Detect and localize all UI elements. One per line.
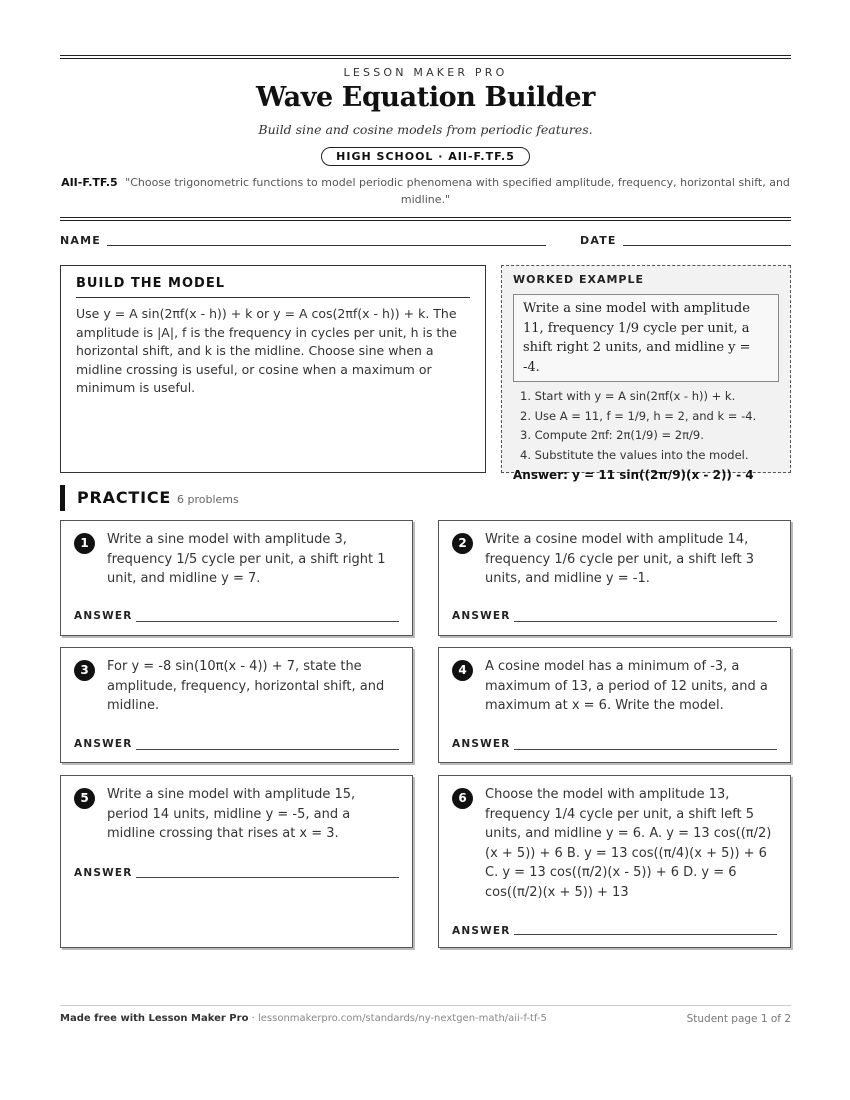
answer-label: ANSWER — [452, 925, 511, 937]
worked-example-answer: Answer: y = 11 sin((2π/9)(x - 2)) - 4 — [513, 468, 754, 482]
name-label: NAME — [60, 234, 101, 247]
problem-card-1 — [60, 520, 413, 636]
worked-example-problem: Write a sine model with amplitude 11, frequency 1/9 cycle per unit, a shift right 2 units, and midline y = -4. — [513, 294, 779, 382]
footer-url[interactable]: · lessonmakerpro.com/standards/ny-nextgen-math/aii-f-tf-5 — [248, 1013, 547, 1024]
level-pill-wrap — [60, 145, 791, 166]
problem-number: 5 — [74, 788, 95, 809]
date-label: DATE — [580, 234, 617, 247]
page-subtitle: Build sine and cosine models from periodic features. — [258, 122, 593, 137]
standard-text: "Choose trigonometric functions to model periodic phenomena with specified amplitude, frequency, horizontal shift, and midline." — [125, 176, 790, 206]
page-title: Wave Equation Builder — [256, 82, 595, 113]
problem-card-5 — [60, 775, 413, 948]
worked-example-heading: WORKED EXAMPLE — [513, 273, 644, 286]
worksheet-page — [60, 0, 791, 1100]
worked-example-step: 4. Substitute the values into the model. — [520, 447, 749, 462]
problem-card-6 — [438, 775, 791, 948]
answer-field[interactable] — [136, 749, 399, 750]
practice-accent-bar — [60, 485, 65, 511]
answer-label: ANSWER — [452, 610, 511, 622]
answer-label: ANSWER — [74, 610, 133, 622]
worked-example-step: 2. Use A = 11, f = 1/9, h = 2, and k = -4. — [520, 408, 757, 423]
brand-name: LESSON MAKER PRO — [343, 66, 508, 79]
problem-card-2 — [438, 520, 791, 636]
name-field[interactable] — [107, 245, 546, 246]
problem-card-4 — [438, 647, 791, 763]
problem-number: 4 — [452, 660, 473, 681]
worked-example-step: 1. Start with y = A sin(2πf(x - h)) + k. — [520, 389, 736, 403]
answer-label: ANSWER — [452, 738, 511, 750]
worked-example-step: 3. Compute 2πf: 2π(1/9) = 2π/9. — [520, 428, 704, 442]
problem-text: Write a sine model with amplitude 15, period 14 units, midline y = -5, and a midline crossing that rises at x = 3. — [107, 787, 356, 841]
answer-field[interactable] — [136, 621, 399, 622]
top-double-rule — [60, 55, 791, 59]
footer-credit — [60, 1013, 547, 1024]
problem-text: A cosine model has a minimum of -3, a maximum of 13, a period of 12 units, and a maximum at x = 6. Write the model. — [485, 659, 768, 713]
build-model-box — [60, 265, 486, 473]
practice-count: 6 problems — [177, 493, 239, 506]
footer-rule — [60, 1005, 791, 1006]
practice-heading: PRACTICE — [77, 488, 172, 507]
answer-field[interactable] — [514, 934, 777, 935]
footer-page-number: Student page 1 of 2 — [686, 1013, 791, 1025]
standard-code: AII-F.TF.5 — [61, 176, 118, 189]
problem-number: 2 — [452, 533, 473, 554]
answer-label: ANSWER — [74, 738, 133, 750]
problem-number: 6 — [452, 788, 473, 809]
build-model-text: Use y = A sin(2πf(x - h)) + k or y = A cos(2πf(x - h)) + k. The amplitude is |A|, f is the frequency in cycles per unit, h is the horizontal shift, and k is the midline. Choose sine when a midline crossing is useful, or cosine when a maximum or minimum is useful. — [76, 306, 457, 395]
answer-field[interactable] — [514, 749, 777, 750]
problem-number: 3 — [74, 660, 95, 681]
build-model-heading: BUILD THE MODEL — [76, 276, 470, 298]
answer-field[interactable] — [136, 877, 399, 878]
level-badge: HIGH SCHOOL · AII-F.TF.5 — [321, 147, 530, 166]
date-field[interactable] — [623, 245, 791, 246]
problem-card-3 — [60, 647, 413, 763]
worked-example-steps — [513, 387, 779, 465]
footer-made-with: Made free with Lesson Maker Pro — [60, 1013, 249, 1024]
standard-statement — [60, 174, 791, 208]
answer-label: ANSWER — [74, 867, 133, 879]
answer-field[interactable] — [514, 621, 777, 622]
problem-text: Choose the model with amplitude 13, frequency 1/4 cycle per unit, a shift left 5 units, and midline y = 6. A. y = 13 cos((π/2)(x + 5)) + 6 B. y = 13 cos((π/4)(x + 5)) + 6 C. y = 13 cos((π/2)(x - 5)) + 6 D. y = 6 cos((π/2)(x + 5)) + 13 — [485, 787, 772, 900]
problem-number: 1 — [74, 533, 95, 554]
problem-text: Write a cosine model with amplitude 14, frequency 1/6 cycle per unit, a shift left 3 units, and midline y = -1. — [485, 532, 755, 586]
problem-text: Write a sine model with amplitude 3, frequency 1/5 cycle per unit, a shift right 1 unit, and midline y = 7. — [107, 532, 386, 586]
worked-example-box — [501, 265, 791, 482]
header-double-rule — [60, 217, 791, 221]
problem-text: For y = -8 sin(10π(x - 4)) + 7, state the amplitude, frequency, horizontal shift, and midline. — [107, 659, 385, 713]
